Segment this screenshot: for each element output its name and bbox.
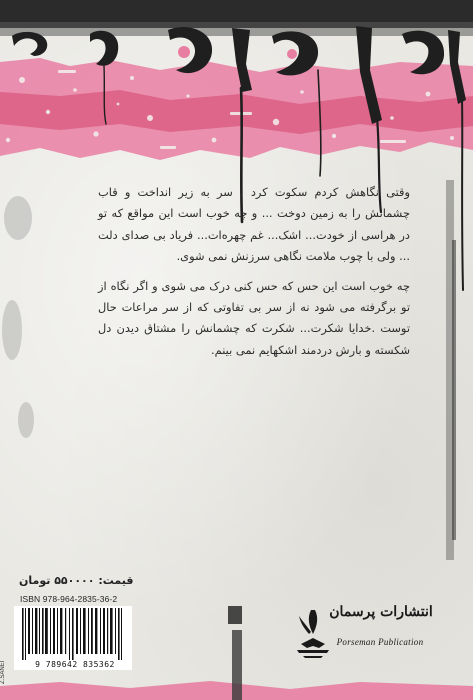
side-code: Z.SANEI: [0, 660, 6, 684]
blurb-paragraph: چه خوب است این حس که حس کنی درک می شوی و اگر نگاه از تو برگرفته می شود نه از سر بی تفاوتی که از سر مراعات حال توست .خدایا شکرت... شکرت که چشمانش را مشتاق دیدن دل شکسته و بارش دردمند اشکهایم نمی بینم.: [98, 278, 410, 357]
barcode-bars-icon: [14, 606, 132, 660]
price-label: قیمت: ۵۵۰۰۰۰ تومان: [19, 574, 134, 587]
blurb-paragraph: وقتی نگاهش کردم سکوت کرد . سر به زیر انداخت و قاب چشمانش را به زمین دوخت ... و چه خوب است این مواقع که تو در هراسی از خودت... اشک... غم چهره‌ات... فریاد بی صدای دلت ... ولی با چوب ملامت نگاهی سرزنش نمی شوی.: [98, 185, 410, 264]
back-cover-blurb: [98, 182, 410, 369]
isbn-number: ISBN 978-964-2835-36-2: [20, 594, 118, 604]
publisher-name-en: Porseman Publication: [336, 637, 424, 647]
publisher-name-fa: انتشارات پرسمان: [329, 604, 433, 620]
barcode-digits: 9 789642 835362: [24, 660, 126, 669]
